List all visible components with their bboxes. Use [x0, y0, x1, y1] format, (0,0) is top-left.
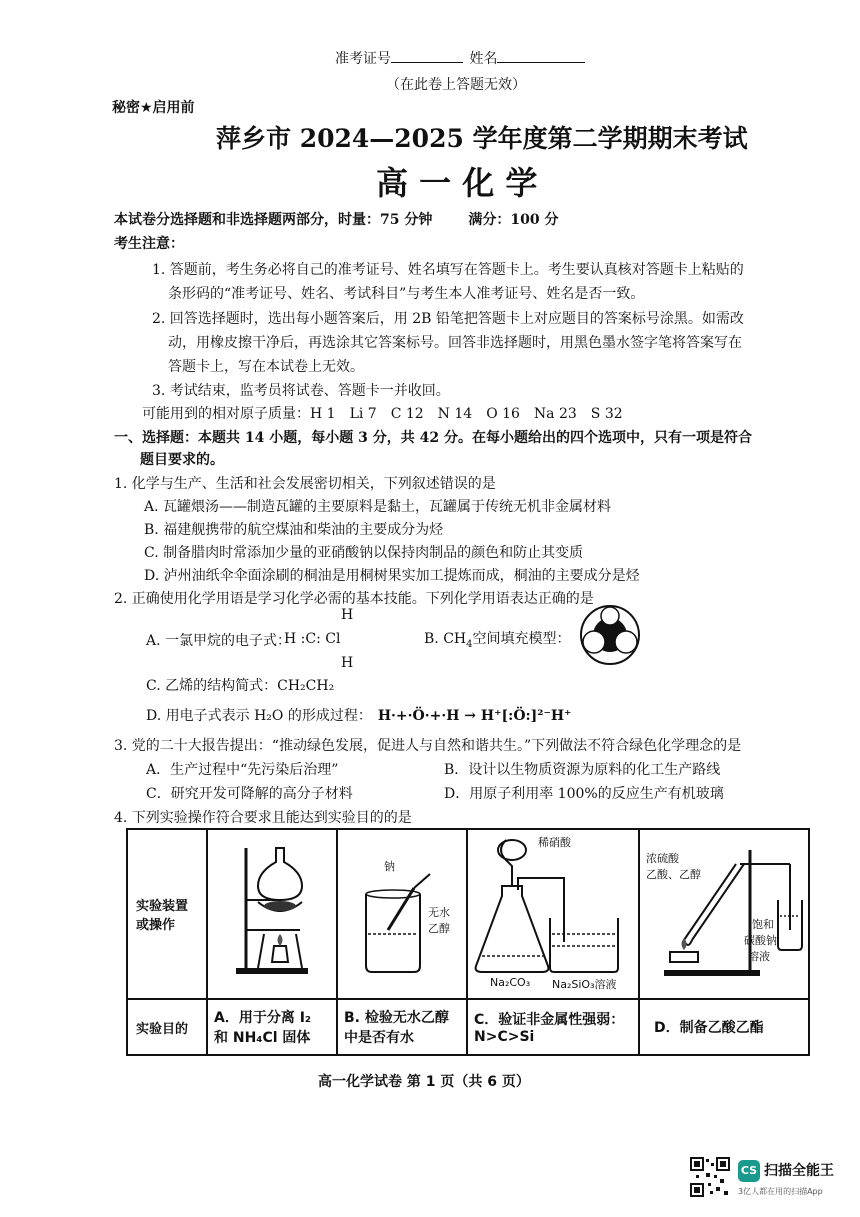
ethanol-label-1: 无水: [428, 906, 450, 919]
experiment-table: [126, 828, 810, 1056]
question-1-stem: 1. 化学与生产、生活和社会发展密切相关，下列叙述错误的是: [114, 476, 496, 492]
question-3-option: B．设计以生物质资源为原料的化工生产路线: [444, 762, 721, 778]
solution-label-3: 溶液: [748, 950, 770, 963]
ethanol-label-2: 乙醇: [428, 922, 450, 935]
notice-line: 答题卡上，写在本试卷上无效。: [168, 359, 364, 375]
scanner-tagline: 3亿人都在用的扫描App: [738, 1187, 823, 1196]
question-2-option-a: A. 一氯甲烷的电子式：: [146, 633, 292, 649]
qr-code-icon: [690, 1157, 730, 1197]
purpose-row-label: 实验目的: [127, 999, 207, 1055]
acid-strength-apparatus-icon: [468, 830, 638, 998]
apparatus-c: [467, 829, 639, 999]
question-1-option: D. 泸州油纸伞伞面涂刷的桐油是用桐树果实加工提炼而成，桐油的主要成分是烃: [144, 568, 640, 584]
scanner-logo-icon: CS: [738, 1160, 760, 1182]
exam-intro: 本试卷分选择题和非选择题两部分，时量：75 分钟 满分：100 分: [114, 212, 559, 228]
question-1-option: C. 制备腊肉时常添加少量的亚硝酸钠以保持肉制品的颜色和防止其变质: [144, 545, 584, 561]
question-3-option: C．研究开发可降解的高分子材料: [146, 786, 353, 802]
ch4-space-filling-model: [574, 602, 646, 668]
apparatus-row-label: 实验装置 或操作: [127, 829, 207, 999]
apparatus-a: [207, 829, 337, 999]
sodium-silicate-label: Na₂SiO₃溶液: [552, 978, 617, 991]
exam-title: 萍乡市 2024—2025 学年度第二学期期末考试: [216, 124, 748, 153]
apparatus-d: [639, 829, 809, 999]
electron-formula-top: H: [341, 607, 354, 623]
reagent-label-1: 浓硫酸: [646, 852, 679, 865]
section-heading: 题目要求的。: [140, 452, 224, 468]
question-2-option-d: D. 用电子式表示 H₂O 的形成过程： H·+·Ö·+·H → H⁺[:Ö:]²⁻H⁺: [146, 708, 572, 724]
reagent-label-2: 乙酸、乙醇: [646, 868, 701, 881]
notice-line: 动，用橡皮擦干净后，再选涂其它答案标号。回答非选择题时，用黑色墨水签字笔将答案写在: [168, 335, 742, 351]
purpose-d: D．制备乙酸乙酯: [639, 999, 809, 1055]
sodium-carbonate-label: Na₂CO₃: [490, 976, 531, 989]
solution-label-1: 饱和: [752, 918, 774, 931]
admit-number-field: 准考证号 姓名: [335, 48, 585, 69]
notice-line: 条形码的“准考证号、姓名、考试科目”与考生本人准考证号、姓名是否一致。: [168, 286, 645, 302]
atomic-mass-list: 可能用到的相对原子质量：H 1 Li 7 C 12 N 14 O 16 Na 23 S 32: [142, 406, 623, 422]
apparatus-b: [337, 829, 467, 999]
solution-label-2: 碳酸钠: [744, 934, 777, 947]
section-heading: 一、选择题：本题共 14 小题，每小题 3 分，共 42 分。在每小题给出的四个选项中，只有一项是符合: [114, 430, 752, 446]
notice-line: 1. 答题前，考生务必将自己的准考证号、姓名填写在答题卡上。考生要认真核对答题卡上粘贴的: [152, 262, 744, 278]
question-1-option: B. 福建舰携带的航空煤油和柴油的主要成分为烃: [144, 522, 444, 538]
question-4-stem: 4. 下列实验操作符合要求且能达到实验目的的是: [114, 810, 412, 826]
sublimation-apparatus-icon: [208, 830, 336, 998]
question-2-stem: 2. 正确使用化学用语是学习化学必需的基本技能。下列化学用语表达正确的是: [114, 591, 594, 607]
question-3-stem: 3. 党的二十大报告提出：“推动绿色发展，促进人与自然和谐共生。”下列做法不符合绿色化学理念的是: [114, 738, 742, 754]
question-2-option-c: C. 乙烯的结构简式：CH₂CH₂: [146, 678, 335, 694]
question-3-option: A．生产过程中“先污染后治理”: [146, 762, 339, 778]
question-2-option-b: B. $CH_4$空间填充模型：: [424, 631, 571, 650]
electron-formula-row: H :C: Cl: [284, 631, 341, 647]
secret-mark: 秘密★启用前: [112, 100, 195, 116]
question-3-option: D．用原子利用率 100%的反应生产有机玻璃: [444, 786, 724, 802]
subject-title: 高 一 化 学: [376, 164, 538, 202]
notice-line: 3. 考试结束，监考员将试卷、答题卡一并收回。: [152, 383, 450, 399]
purpose-a: A．用于分离 I₂ 和 NH₄Cl 固体: [207, 999, 337, 1055]
notice-title: 考生注意：: [114, 236, 184, 252]
notice-line: 2. 回答选择题时，选出每小题答案后，用 2B 铅笔把答题卡上对应题目的答案标号涂黑。如需改: [152, 311, 744, 327]
purpose-c: C．验证非金属性强弱： N>C>Si: [467, 999, 639, 1055]
page-footer: 高一化学试卷 第 1 页（共 6 页）: [318, 1074, 530, 1090]
sodium-label: 钠: [384, 860, 395, 873]
nitric-acid-label: 稀硝酸: [538, 836, 571, 849]
purpose-b: B. 检验无水乙醇 中是否有水: [337, 999, 467, 1055]
electron-formula-bottom: H: [341, 655, 354, 671]
question-1-option: A. 瓦罐煨汤——制造瓦罐的主要原料是黏土，瓦罐属于传统无机非金属材料: [144, 499, 612, 515]
invalid-note: （在此卷上答题无效）: [386, 77, 526, 93]
scanner-name: 扫描全能王: [764, 1163, 834, 1179]
